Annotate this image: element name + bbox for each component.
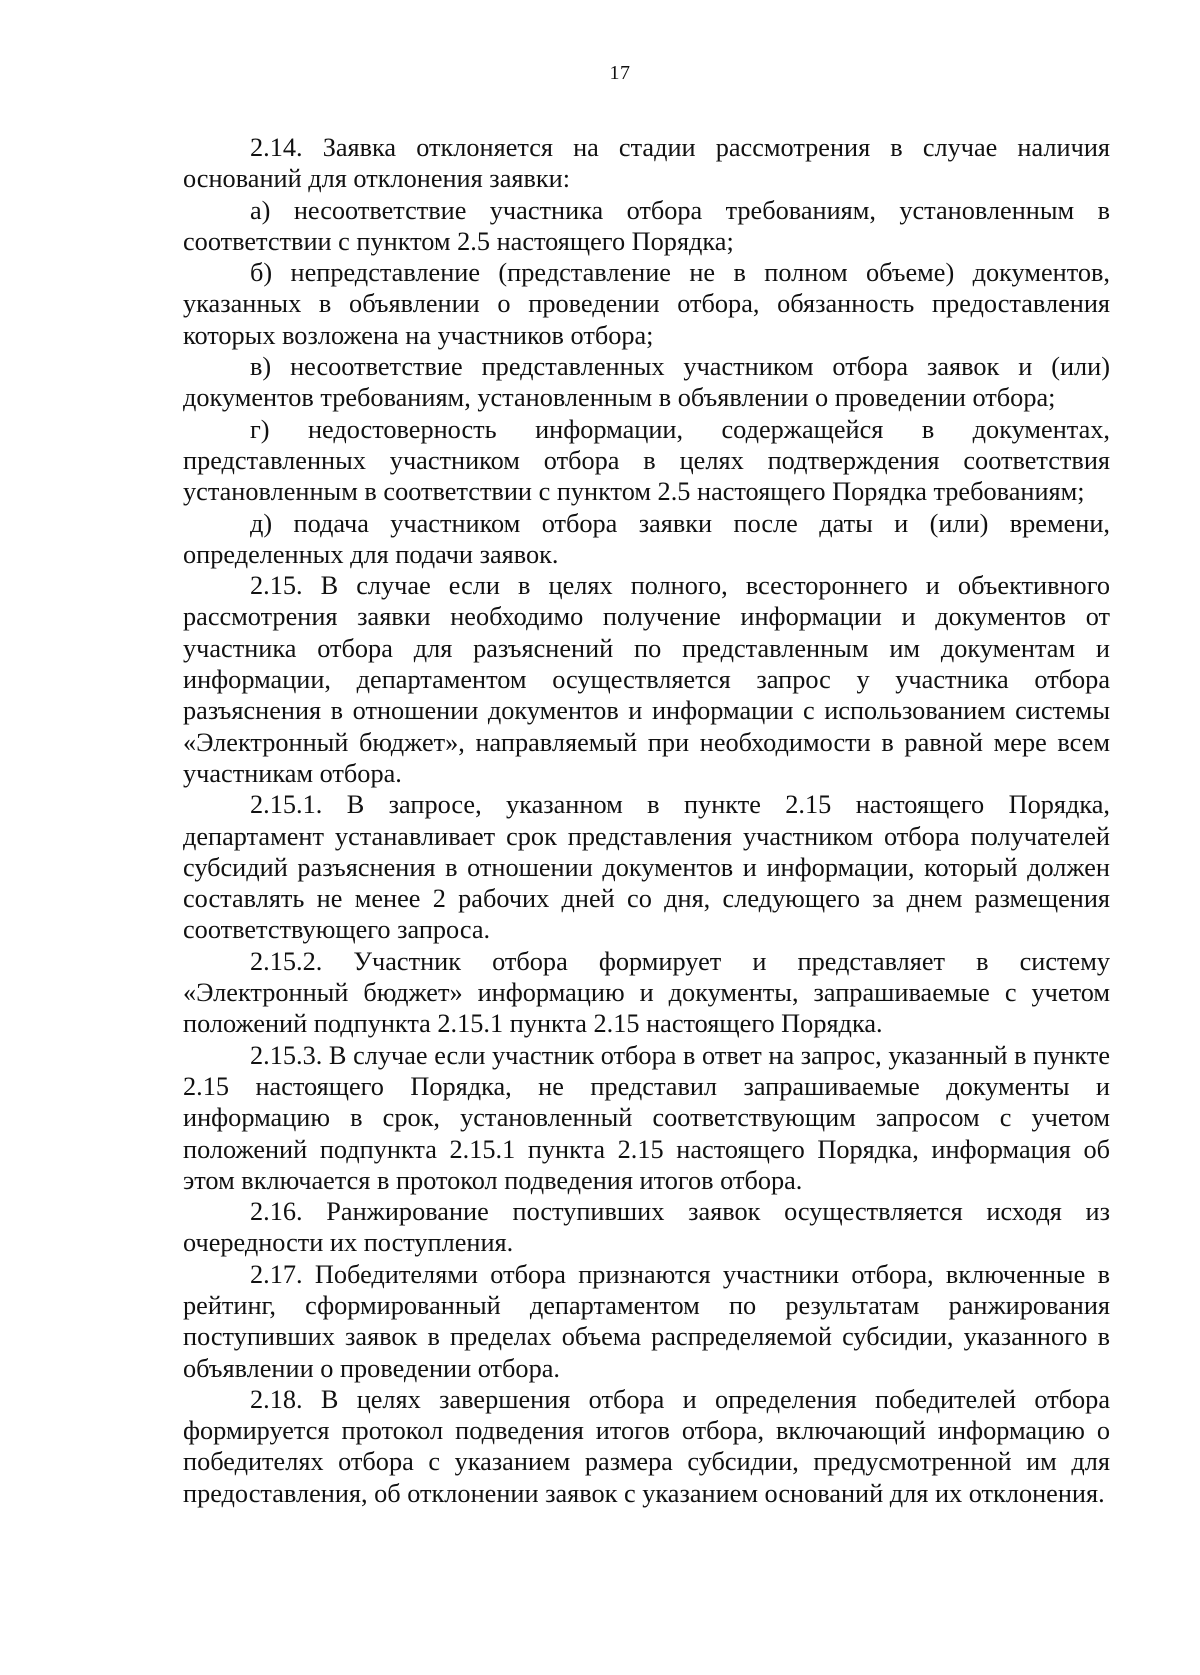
- page-number: 17: [609, 62, 631, 84]
- paragraph-2-14-v: в) несоответствие представленных участником отбора заявок и (или) документов требованиям, установленным в объявлении о проведении отбора;: [183, 352, 1110, 413]
- paragraph-2-14-b: б) непредставление (представление не в полном объеме) документов, указанных в объявлении о проведении отбора, обязанность предоставления которых возложена на участников отбора;: [183, 258, 1110, 350]
- paragraph-2-15: 2.15. В случае если в целях полного, всестороннего и объективного рассмотрения заявки необходимо получение информации и документов от участника отбора для разъяснений по представленным им документам и информации, департаментом осуществляется запрос у участника отбора разъяснения в отношении документов и информации с использованием системы «Электронный бюджет», направляемый при необходимости в равной мере всем участникам отбора.: [183, 571, 1110, 788]
- paragraph-2-14-d: д) подача участником отбора заявки после даты и (или) времени, определенных для подачи заявок.: [183, 508, 1110, 569]
- paragraph-2-14-a: а) несоответствие участника отбора требованиям, установленным в соответствии с пунктом 2.5 настоящего Порядка;: [183, 195, 1110, 256]
- paragraph-2-18: 2.18. В целях завершения отбора и определения победителей отбора формируется протокол подведения итогов отбора, включающий информацию о победителях отбора с указанием размера субсидии, предусмотренной им для предоставления, об отклонении заявок с указанием оснований для их отклонения.: [183, 1384, 1110, 1508]
- paragraph-2-17: 2.17. Победителями отбора признаются участники отбора, включенные в рейтинг, сформированный департаментом по результатам ранжирования поступивших заявок в пределах объема распределяемой субсидии, указанного в объявлении о проведении отбора.: [183, 1259, 1110, 1383]
- paragraph-2-15-2: 2.15.2. Участник отбора формирует и представляет в систему «Электронный бюджет» информацию и документы, запрашиваемые с учетом положений подпункта 2.15.1 пункта 2.15 настоящего Порядка.: [183, 946, 1110, 1039]
- paragraph-2-15-3: 2.15.3. В случае если участник отбора в ответ на запрос, указанный в пункте 2.15 настоящего Порядка, не представил запрашиваемые документы и информацию в срок, установленный соответствующим запросом с учетом положений подпункта 2.15.1 пункта 2.15 настоящего Порядка, информация об этом включается в протокол подведения итогов отбора.: [183, 1040, 1110, 1195]
- paragraph-2-16: 2.16. Ранжирование поступивших заявок осуществляется исходя из очередности их поступления.: [183, 1197, 1110, 1258]
- document-body: [183, 132, 1110, 1509]
- paragraph-2-15-1: 2.15.1. В запросе, указанном в пункте 2.15 настоящего Порядка, департамент устанавливает срок представления участником отбора получателей субсидий разъяснения в отношении документов и информации, который должен составлять не менее 2 рабочих дней со дня, следующего за днем размещения соответствующего запроса.: [183, 790, 1110, 945]
- paragraph-2-14-g: г) недостоверность информации, содержащейся в документах, представленных участником отбора в целях подтверждения соответствия установленным в соответствии с пунктом 2.5 настоящего Порядка требованиям;: [183, 414, 1110, 507]
- paragraph-2-14: 2.14. Заявка отклоняется на стадии рассмотрения в случае наличия оснований для отклонения заявки:: [183, 133, 1110, 194]
